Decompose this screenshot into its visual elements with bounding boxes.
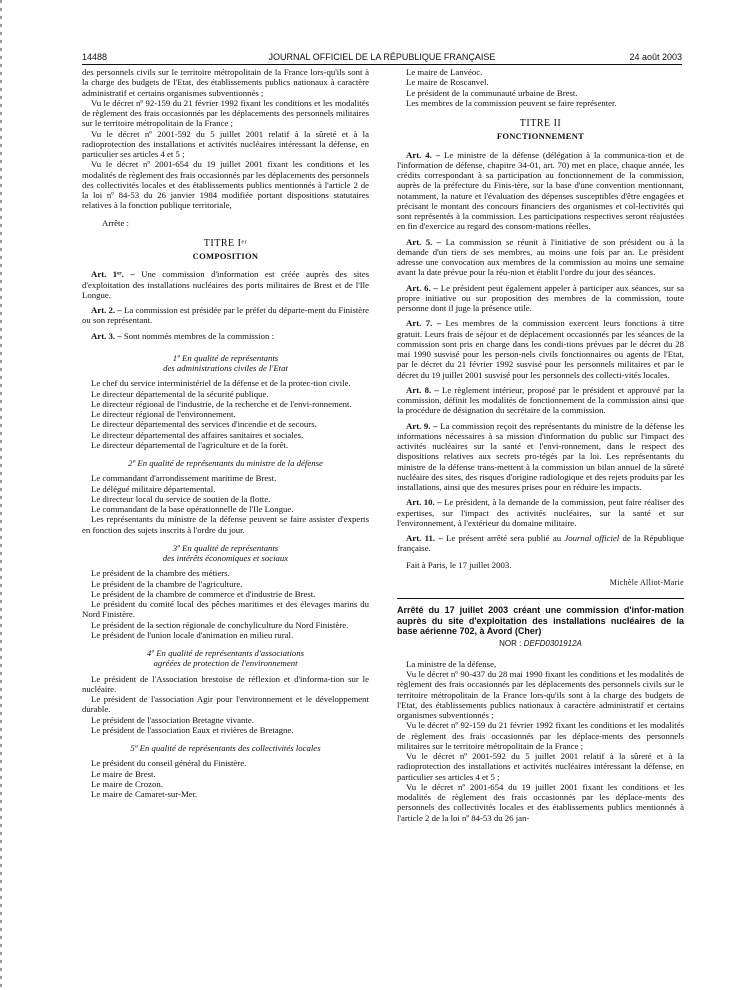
list-item: Les représentants du ministre de la défense peuvent se faire assister d'experts en fonction des sujets inscrits à l'ordre du jour. <box>82 514 369 535</box>
list-item: Le directeur départemental des affaires sanitaires et sociales. <box>91 429 304 440</box>
article-text: Le présent arrêté sera publié au <box>446 533 565 543</box>
list-item: Le maire de Roscanvel. <box>406 77 489 88</box>
article-label: Art. 3. – <box>91 330 122 341</box>
list-item: Le président de la chambre des métiers. <box>91 568 230 579</box>
paragraph: La ministre de la défense, <box>406 658 497 669</box>
group-heading <box>82 743 369 753</box>
article-text: Une commission d'information est créée auprès des sites d'exploitation des installations nucléaires des ports militaires de Brest et de l'Ile Longue. <box>82 269 370 300</box>
article-text: Sont nommés membres de la commission : <box>123 330 275 341</box>
titre-subheading: COMPOSITION <box>192 251 259 261</box>
list-item: Le maire de Camaret-sur-Mer. <box>91 789 198 799</box>
nor-value: DEFD0301912A <box>523 638 582 648</box>
group-heading-line: 2º En qualité de représentants du ministre de la défense <box>128 458 323 468</box>
list-item: Le président de l'union locale d'animation en milieu rural. <box>91 629 294 640</box>
article <box>397 497 684 528</box>
list-item: Le délégué militaire départemental. <box>91 483 216 494</box>
list-item: Le président de la section régionale de conchyliculture du Nord Finistère. <box>91 619 349 630</box>
article-label: Art. 1ᵉʳ. – <box>91 269 135 280</box>
article <box>82 331 369 341</box>
group-heading <box>82 543 369 564</box>
article <box>397 533 684 554</box>
article <box>397 318 684 380</box>
nor-reference <box>397 639 684 649</box>
group-heading-line: 1º En qualité de représentants <box>172 352 279 363</box>
article-label: Art. 4. – <box>406 149 441 160</box>
list-item: Le commandant de la base opérationnelle de l'Ile Longue. <box>91 504 294 514</box>
list-item: Le directeur départemental de l'agriculture et de la forêt. <box>91 439 289 450</box>
group-heading-line: agréées de protection de l'environnement <box>153 658 298 669</box>
list-item: Le maire de Lanvéoc. <box>406 67 483 77</box>
paragraph: Vu le décret nº 92-159 du 21 février 1992 fixant les conditions et les modalités de règlement des frais occasionnés par les déplacements des personnels militaires sur le territoire métropolitain de la France ; <box>82 97 369 129</box>
article-text: de la République française. <box>397 533 684 554</box>
paragraph: Vu le décret nº 2001-654 du 19 juillet 2001 fixant les conditions et les modalités de règlement des frais occasionnés par les déplace-ments des personnels des collectivités locales et des établissements publics mentionnés à l'article 2 de la loi nº 84-53 du 26 jan- <box>397 781 684 823</box>
list-item: Le président de la communauté urbaine de Brest. <box>406 87 578 98</box>
article <box>82 305 369 326</box>
group-heading-line: 4º En qualité de représentants d'associations <box>146 648 305 658</box>
group-heading-line: 5º En qualité de représentants des collectivités locales <box>130 743 321 753</box>
signature: Michèle Alliot-Marie <box>609 577 684 587</box>
paragraph: Vu le décret nº 2001-592 du 5 juillet 2001 relatif à la sûreté et à la radioprotection des installations et activités nucléaires intéressant la défense, en particulier ses articles 4 et 5 ; <box>82 128 369 159</box>
article-text: Le président, à la demande de la commission, peut faire réaliser des expertises, sur l'impact des activités nucléaires, sur la santé et sur l'environnement, à l'extérieur du domaine militaire. <box>397 497 684 528</box>
list-item: Le président du comité local des pêches maritimes et des élevages marins du Nord Finistère. <box>82 599 369 620</box>
article-label: Art. 2. – <box>91 305 122 315</box>
list-item: Le directeur régional de l'environnement. <box>91 409 236 419</box>
paragraph: Vu le décret nº 90-437 du 28 mai 1990 fixant les conditions et les modalités de règlement des frais occasionnés par les déplacements des personnels civils sur le territoire métropolitain de la France lors-qu'ils sont à la charge des budgets de l'Etat, des établissements publics nationaux à caractère administratif et certains organismes subventionnés ; <box>397 669 684 720</box>
article-text: Le ministre de la défense (délégation à la communica-tion et de l'information de défense, chapitre 34-01, art. 70) met en place, chaque année, les crédits correspondant à sa participation au fonctionnement de la commission, auprès de la préfecture du Finis-tère, sur la base d'une convention mentionnant, notamment, la nature et l'évaluation des dépenses susceptibles d'être engagées et précisant le montant des concours financiers des organismes et col-lectivités qui sont représentés à la commission. Les participations respectives seront réajustées en fin d'exercice au regard des consom-mations réelles. <box>397 149 684 232</box>
left-column <box>82 67 369 799</box>
list-item: Le maire de Crozon. <box>91 778 163 789</box>
article <box>397 421 684 493</box>
journal-title: JOURNAL OFFICIEL DE LA RÉPUBLIQUE FRANÇAISE <box>268 52 496 62</box>
list-item: Le maire de Brest. <box>91 768 156 779</box>
article-label: Art. 5. – <box>406 236 442 247</box>
article-text: La commission est présidée par le préfet du départe-ment du Finistère ou son représentant. <box>82 305 369 326</box>
group-heading <box>82 458 369 468</box>
group-heading-line: 3º En qualité de représentants <box>172 542 279 553</box>
article-text: Le président peut également appeler à participer aux séances, sur sa propre initiative ou sur proposition des membres de la commission, toute personne dont il juge la présence utile. <box>397 282 684 313</box>
list-item: Le président de la chambre de l'agriculture. <box>91 578 243 589</box>
list-item: Le président de l'association Bretagne vivante. <box>91 714 254 725</box>
article-text: La commission reçoit des représentants du ministre de la défense les informations nécessaires à sa mission d'information du public sur l'impact des activités nucléaires sur la santé et l'envi-ronnement, dans le respect des dispositions relatives aux secrets pro-tégés par la loi. Les représentants du ministre de la défense trans-mettent à la commission un bilan annuel de la sûreté nucléaire des sites, des risques d'origine radiologique et des rejets produits par les installations, ainsi que des mesures prises pour en réduire les impacts. <box>397 420 684 492</box>
group-heading <box>82 648 369 669</box>
journal-name: Journal officiel <box>564 533 620 543</box>
list-item: Le commandant d'arrondissement maritime de Brest. <box>91 473 277 484</box>
list-item: Le président de l'association Agir pour l'environnement et le développement durable. <box>82 694 369 715</box>
list-item: Les membres de la commission peuvent se faire représenter. <box>406 97 617 108</box>
article-label: Art. 11. – <box>406 533 443 543</box>
list-item: Le président de l'association Eaux et rivières de Bretagne. <box>91 724 294 735</box>
scan-edge <box>0 0 2 990</box>
nor-label: NOR : <box>499 638 522 648</box>
article-label: Art. 10. – <box>406 497 442 508</box>
header-rule <box>82 64 682 65</box>
article-label: Art. 7. – <box>406 318 442 329</box>
article-label: Art. 8. – <box>406 384 439 395</box>
fait-line: Fait à Paris, le 17 juillet 2003. <box>406 559 512 570</box>
paragraph: des personnels civils sur le territoire métropolitain de la France lors-qu'ils sont à la charge des budgets de l'Etat, des établissements publics nationaux à caractère administratif et certains organismes subventionnés ; <box>82 67 369 98</box>
article <box>397 385 684 416</box>
titre-heading: TITRE II <box>519 118 562 129</box>
list-item: Le directeur départemental des services d'incendie et de secours. <box>91 419 317 430</box>
list-item: Le président du conseil général du Finistère. <box>91 758 247 769</box>
article-text: La commission se réunit à l'initiative de son président ou à la demande d'un tiers de ses membres, au moins une fois par an. Le président adresse une convocation aux membres de la commission au moins une semaine avant la date prévue pour la réu-nion et établit l'ordre du jour des séances. <box>397 236 685 278</box>
list-item: Le chef du service interministériel de la défense et de la protec-tion civile. <box>91 378 351 389</box>
paragraph: Vu le décret nº 92-159 du 21 février 1992 fixant les conditions et les modalités de règlement des frais occasionnés par les déplace-ments des personnels militaires sur le territoire métropolitain de la France ; <box>397 720 684 751</box>
article <box>82 269 369 300</box>
article <box>397 237 684 278</box>
titre-subheading: FONCTIONNEMENT <box>496 131 585 142</box>
arrete-line: Arrête : <box>102 217 129 228</box>
group-heading-line: des administrations civiles de l'Etat <box>163 363 288 373</box>
article-text: Le règlement intérieur, proposé par le président et approuvé par la commission, définit les modalités de fonctionnement de la commission ainsi que la procédure de désignation du secrétaire de la commission. <box>397 384 684 416</box>
section-separator <box>397 598 684 599</box>
article-label: Art. 6. – <box>406 282 438 293</box>
paragraph: Vu le décret nº 2001-592 du 5 juillet 2001 relatif à la sûreté et à la radioprotection des installations et activités nucléaires intéressant la défense, en particulier ses articles 4 et 5 ; <box>397 751 684 782</box>
article <box>397 283 684 314</box>
group-heading-line: des intérêts économiques et sociaux <box>162 553 289 563</box>
titre-heading: TITRE Iᵉʳ <box>203 237 248 249</box>
right-column <box>397 67 684 823</box>
issue-date: 24 août 2003 <box>629 52 682 62</box>
paragraph: Vu le décret nº 2001-654 du 19 juillet 2001 fixant les conditions et les modalités de règlement des frais occasionnés par les déplacements des personnels des collectivités locales et des établissements publics mentionnés à l'article 2 de la loi nº 84-53 du 26 janvier 1984 modifiée portant dispositions statutaires relatives à la fonction publique territoriale, <box>82 159 369 211</box>
page-number: 14488 <box>82 52 108 62</box>
list-item: Le président de l'Association brestoise de réflexion et d'informa-tion sur le nucléaire. <box>82 673 369 694</box>
group-heading <box>82 353 369 374</box>
list-item: Le directeur local du service de soutien de la flotte. <box>91 493 271 504</box>
arrete-title: Arrêté du 17 juillet 2003 créant une commission d'infor-mation auprès du site d'exploitation des installations nucléaires de la base aérienne 702, à Avord (Cher) <box>397 605 684 636</box>
list-item: Le directeur régional de l'industrie, de la recherche et de l'envi-ronnement. <box>91 398 352 409</box>
list-item: Le directeur départemental de la sécurité publique. <box>91 388 269 399</box>
article-text: Les membres de la commission exercent leurs fonctions à titre gratuit. Leurs frais de séjour et de déplacement occasionnés par les séances de la commission sont pris en charge dans les condi-tions prévues par le décret du 28 mai 1990 susvisé pour les person-nels civils fonctionnaires ou agents de l'Etat, par le décret du 21 février 1992 susvisé pour les personnels militaires et par le décret du 19 juillet 2001 susvisé pour les personnels des collecti-vités locales. <box>397 318 684 380</box>
list-item: Le président de la chambre de commerce et d'industrie de Brest. <box>91 588 316 599</box>
article <box>397 150 684 232</box>
article-label: Art. 9. – <box>406 420 438 431</box>
